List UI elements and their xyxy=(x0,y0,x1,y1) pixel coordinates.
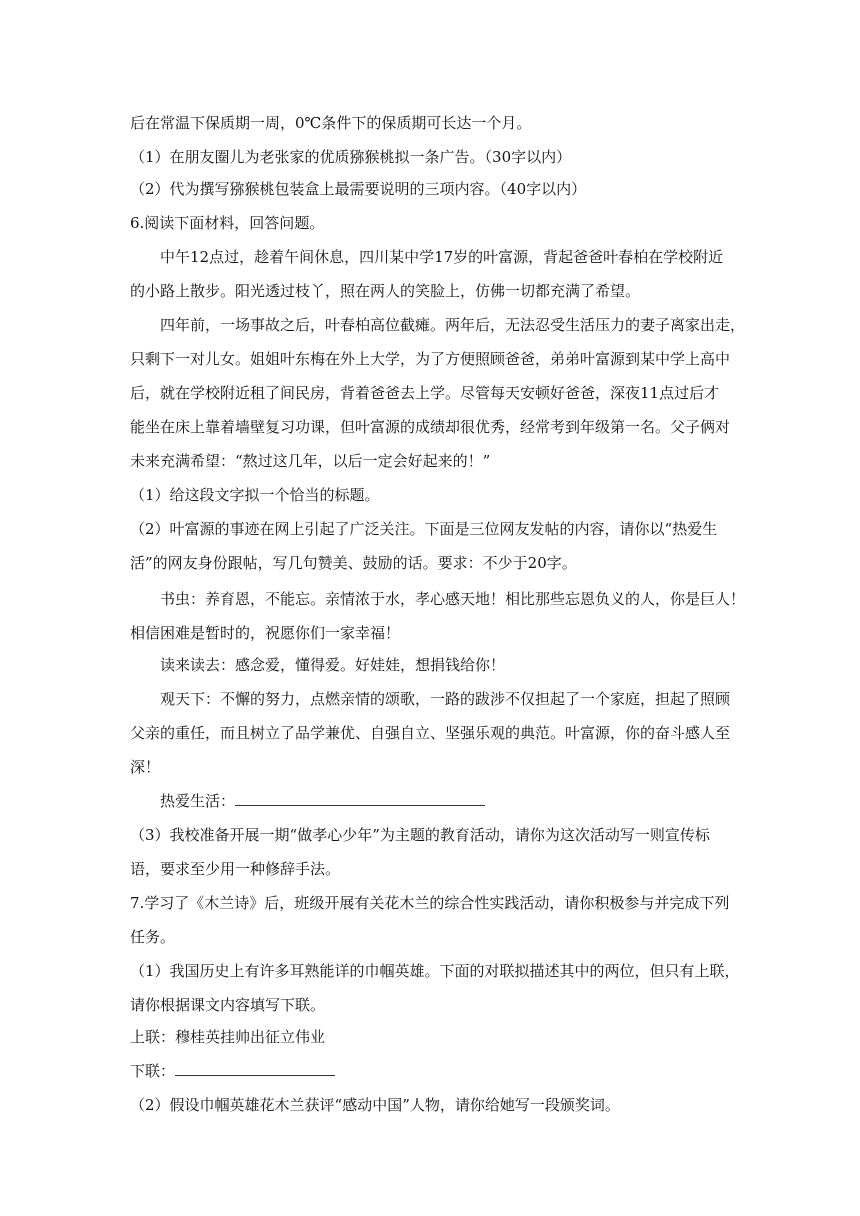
question-7-heading-cont: 任务。 xyxy=(130,928,176,946)
couplet-lower-label: 下联： xyxy=(130,1062,176,1080)
question-7-heading: 7.学习了《木兰诗》后，班级开展有关花木兰的综合性实践活动，请你积极参与并完成下列 xyxy=(130,894,730,912)
answer-row-reai xyxy=(160,790,750,812)
passage-line: 只剩下一对儿女。姐姐叶东梅在外上大学，为了方便照顾爸爸，弟弟叶富源到某中学上高中 xyxy=(130,350,731,368)
question-6-1: （1）给这段文字拟一个恰当的标题。 xyxy=(130,486,380,504)
question-7-2: （2）假设巾帼英雄花木兰获评“感动中国”人物，请你给她写一段颁奖词。 xyxy=(130,1096,620,1114)
passage-line: 的小路上散步。阳光透过枝丫，照在两人的笑脸上，仿佛一切都充满了希望。 xyxy=(130,282,641,300)
post-shuchong-cont: 相信困难是暂时的，祝愿你们一家幸福！ xyxy=(130,624,401,642)
passage-line: 能坐在床上靠着墙壁复习功课，但叶富源的成绩却很优秀，经常考到年级第一名。父子俩对 xyxy=(130,418,731,436)
question-7-1-cont: 请你根据课文内容填写下联。 xyxy=(130,996,326,1014)
question-6-2: （2）叶富源的事迹在网上引起了广泛关注。下面是三位网友发帖的内容，请你以“热爱生 xyxy=(130,520,718,538)
question-6-2-cont: 活”的网友身份跟帖，写几句赞美、鼓励的话。要求：不少于20字。 xyxy=(130,554,577,572)
passage-line: 中午12点过，趁着午间休息，四川某中学17岁的叶富源，背起爸爸叶春柏在学校附近 xyxy=(160,248,724,266)
answer-label: 热爱生活： xyxy=(160,792,236,810)
text-line: 后在常温下保质期一周，0℃条件下的保质期可长达一个月。 xyxy=(130,114,532,132)
post-guantianxia-end: 深！ xyxy=(130,758,161,776)
passage-line: 后，就在学校附近租了间民房，背着爸爸去上学。尽管每天安顿好爸爸，深夜11点过后才 xyxy=(130,384,720,402)
post-guantianxia-cont: 父亲的重任，而且树立了品学兼优、自强自立、坚强乐观的典范。叶富源，你的奋斗感人至 xyxy=(130,724,731,742)
passage-line: 四年前，一场事故之后，叶春柏高位截瘫。两年后，无法忍受生活压力的妻子离家出走， xyxy=(160,316,746,334)
post-guantianxia: 观天下：不懈的努力，点燃亲情的颂歌，一路的跋涉不仅担起了一个家庭，担起了照顾 xyxy=(160,690,731,708)
passage-line: 未来充满希望：“熬过这几年，以后一定会好起来的！” xyxy=(130,452,491,470)
question-5-1: （1）在朋友圈儿为老张家的优质猕猴桃拟一条广告。（30字以内） xyxy=(130,148,572,166)
post-shuchong: 书虫：养育恩，不能忘。亲情浓于水，孝心感天地！相比那些忘恩负义的人，你是巨人！ xyxy=(160,590,746,608)
question-6-3: （3）我校准备开展一期“做孝心少年”为主题的教育活动，请你为这次活动写一则宣传标 xyxy=(130,826,710,844)
question-6-heading: 6.阅读下面材料，回答问题。 xyxy=(130,214,325,232)
question-5-2: （2）代为撰写猕猴桃包装盒上最需要说明的三项内容。（40字以内） xyxy=(130,180,587,198)
couplet-lower-blank[interactable] xyxy=(175,1061,335,1076)
couplet-upper: 上联：穆桂英挂帅出征立伟业 xyxy=(130,1028,326,1046)
answer-blank[interactable] xyxy=(235,791,485,806)
couplet-lower-row xyxy=(130,1060,750,1082)
question-6-3-cont: 语，要求至少用一种修辞手法。 xyxy=(130,860,341,878)
post-dulai: 读来读去：感念爱，懂得爱。好娃娃，想捐钱给你！ xyxy=(160,656,506,674)
question-7-1: （1）我国历史上有许多耳熟能详的巾帼英雄。下面的对联拟描述其中的两位，但只有上联， xyxy=(130,962,740,980)
